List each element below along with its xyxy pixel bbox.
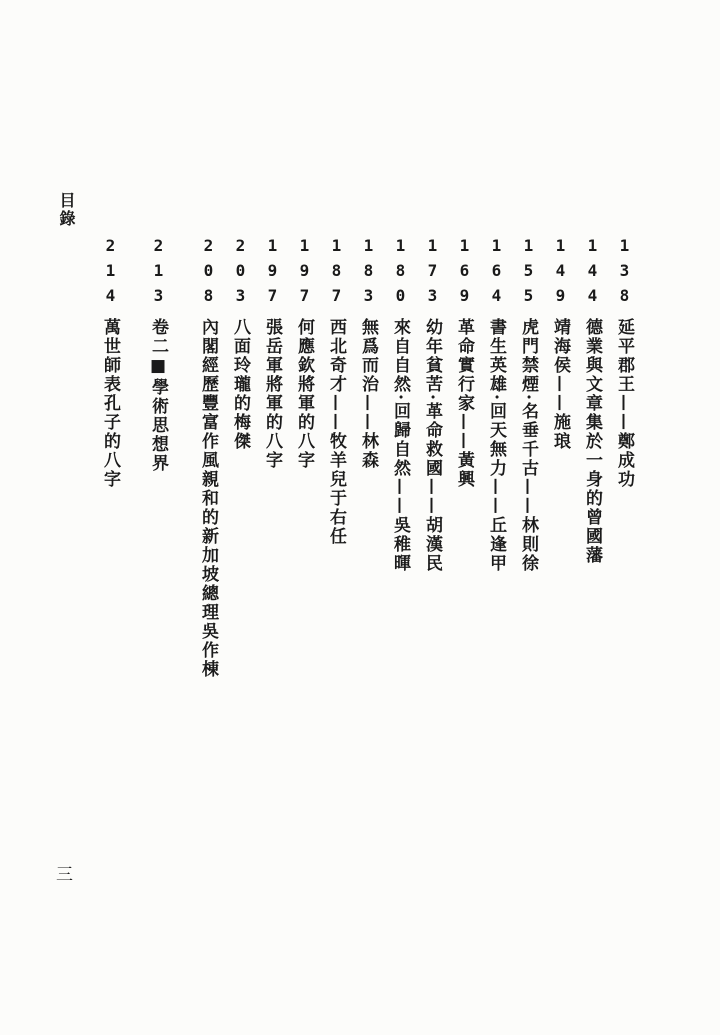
- entry-page-number: 203: [231, 236, 250, 311]
- entry-title: 萬世師表孔子的八字: [100, 318, 120, 489]
- toc-header-label: 目錄: [57, 192, 76, 228]
- entry-title: 延平郡王——鄭成功: [614, 318, 634, 489]
- entry-title: 靖海侯——施琅: [550, 318, 570, 451]
- toc-entry: [260, 236, 284, 470]
- entry-page-number: 169: [455, 236, 474, 311]
- entry-page-number: 149: [551, 236, 570, 311]
- toc-section-heading: [146, 236, 170, 473]
- toc-entry: [98, 236, 122, 489]
- toc-entry: [548, 236, 572, 451]
- toc-entry: [292, 236, 316, 470]
- toc-entry: [228, 236, 252, 451]
- entry-title: 內閣經歷豐富作風親和的新加坡總理吳作棟: [198, 318, 218, 679]
- entry-title: 幼年貧苦·革命救國——胡漢民: [422, 318, 442, 573]
- entry-title: 德業與文章集於一身的曾國藩: [582, 318, 602, 565]
- entry-title: 無爲而治——林森: [358, 318, 378, 470]
- entry-page-number: 144: [583, 236, 602, 311]
- entry-title: 革命實行家——黃興: [454, 318, 474, 489]
- entry-title: 書生英雄·回天無力——丘逢甲: [486, 318, 506, 573]
- entry-page-number: 197: [295, 236, 314, 311]
- toc-entry: [452, 236, 476, 489]
- entry-title: 八面玲瓏的梅傑: [230, 318, 250, 451]
- toc-entry: [356, 236, 380, 470]
- toc-entry: [324, 236, 348, 546]
- toc-entry: [196, 236, 220, 679]
- toc-entry: [420, 236, 444, 573]
- entry-page-number: 155: [519, 236, 538, 311]
- toc-entry: [612, 236, 636, 489]
- entry-page-number: 180: [391, 236, 410, 311]
- entry-page-number: 213: [149, 236, 168, 311]
- entry-title: 來自自然·回歸自然——吳稚暉: [390, 318, 410, 573]
- entry-title: 西北奇才——牧羊兒于右任: [326, 318, 346, 546]
- entry-page-number: 208: [199, 236, 218, 311]
- entry-title: 虎門禁煙·名垂千古——林則徐: [518, 318, 538, 573]
- entry-page-number: 187: [327, 236, 346, 311]
- entry-title: 何應欽將軍的八字: [294, 318, 314, 470]
- section-title: 卷二■學術思想界: [148, 318, 168, 473]
- toc-entry: [388, 236, 412, 573]
- toc-entry: [484, 236, 508, 573]
- entry-page-number: 197: [263, 236, 282, 311]
- toc-entry: [580, 236, 604, 565]
- entry-page-number: 183: [359, 236, 378, 311]
- entry-page-number: 214: [101, 236, 120, 311]
- entry-page-number: 173: [423, 236, 442, 311]
- entry-page-number: 138: [615, 236, 634, 311]
- entry-title: 張岳軍將軍的八字: [262, 318, 282, 470]
- entry-page-number: 164: [487, 236, 506, 311]
- page-number: 三: [56, 865, 73, 885]
- toc-entry: [516, 236, 540, 573]
